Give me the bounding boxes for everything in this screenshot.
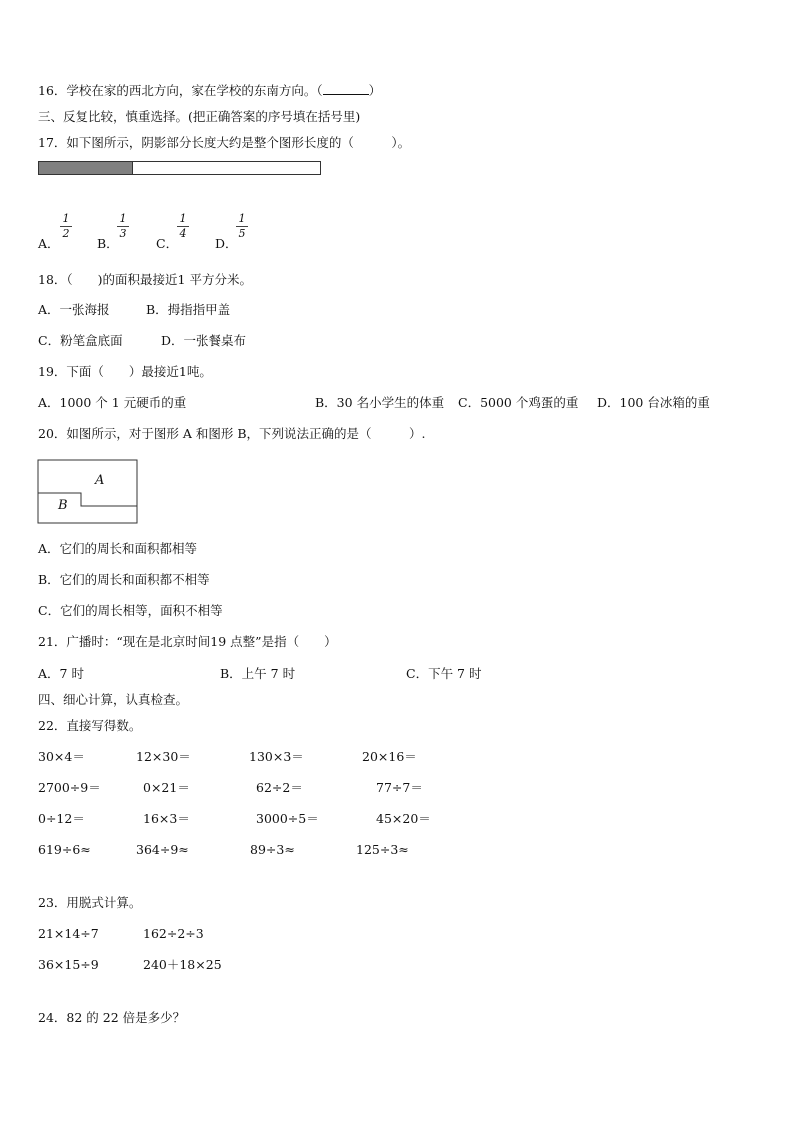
calc-item: 77÷7＝	[376, 780, 423, 795]
question-18: 18．（ )的面积最接近1 平方分米。	[38, 272, 252, 287]
calc-item: 21×14÷7	[38, 926, 99, 941]
calc-item: 2700÷9＝	[38, 780, 101, 795]
shape-b-label: B	[58, 498, 68, 513]
section-4-heading: 四、细心计算，认真检查。	[38, 692, 189, 707]
calc-item: 36×15÷9	[38, 957, 99, 972]
q19-option-d: D．100 台冰箱的重	[597, 395, 710, 410]
calc-item: 125÷3≈	[356, 842, 409, 857]
calc-item: 364÷9≈	[136, 842, 189, 857]
q17-option-a-label: A．	[38, 236, 60, 251]
q20-option-a: A．它们的周长和面积都相等	[38, 541, 198, 556]
q17-option-d-fraction: 1 5	[236, 213, 248, 240]
q19-option-a: A．1000 个 1 元硬币的重	[38, 395, 187, 410]
q21-option-a: A．7 时	[38, 666, 84, 681]
q20-option-c: C．它们的周长相等，面积不相等	[38, 603, 223, 618]
calc-item: 3000÷5＝	[256, 811, 319, 826]
question-20: 20．如图所示，对于图形 A 和图形 B，下列说法正确的是（ ）.	[38, 426, 426, 441]
q18-option-b: B．拇指指甲盖	[146, 302, 231, 317]
q20-option-b: B．它们的周长和面积都不相等	[38, 572, 210, 587]
calc-item: 20×16＝	[362, 749, 417, 764]
calc-item: 619÷6≈	[38, 842, 91, 857]
calc-item: 30×4＝	[38, 749, 85, 764]
calc-item: 0×21＝	[143, 780, 190, 795]
q18-option-c: C．粉笔盒底面	[38, 333, 123, 348]
question-17: 17．如下图所示，阴影部分长度大约是整个图形长度的（ ）。	[38, 135, 411, 150]
q21-option-b: B．上午 7 时	[220, 666, 296, 681]
calc-item: 0÷12＝	[38, 811, 85, 826]
q19-option-c: C．5000 个鸡蛋的重	[458, 395, 579, 410]
q17-option-a-fraction: 1 2	[60, 213, 72, 240]
shape-a-label: A	[95, 473, 105, 488]
calc-item: 12×30＝	[136, 749, 191, 764]
shaded-bar-figure	[38, 161, 321, 175]
calc-item: 16×3＝	[143, 811, 190, 826]
shaded-portion	[39, 162, 133, 174]
q18-option-a: A．一张海报	[38, 302, 110, 317]
calc-item: 240＋18×25	[143, 957, 222, 972]
question-19: 19．下面（ ）最接近1吨。	[38, 364, 212, 379]
question-21: 21．广播时：“现在是北京时间19 点整”是指（ ）	[38, 634, 337, 649]
q19-option-b: B．30 名小学生的体重	[315, 395, 445, 410]
q18-option-d: D．一张餐桌布	[161, 333, 247, 348]
calc-item: 130×3＝	[249, 749, 304, 764]
shapes-ab-figure	[37, 459, 139, 525]
calc-item: 89÷3≈	[250, 842, 295, 857]
calc-item: 62÷2＝	[256, 780, 303, 795]
question-22: 22．直接写得数。	[38, 718, 142, 733]
section-3-heading: 三、反复比较，慎重选择。(把正确答案的序号填在括号里)	[38, 109, 361, 124]
q17-option-b-fraction: 1 3	[117, 213, 129, 240]
question-23: 23．用脱式计算。	[38, 895, 142, 910]
question-16: 16．学校在家的西北方向，家在学校的东南方向。（ ）	[38, 83, 382, 98]
question-24: 24．82 的 22 倍是多少？	[38, 1010, 186, 1025]
calc-item: 162÷2÷3	[143, 926, 204, 941]
q21-option-c: C．下午 7 时	[406, 666, 482, 681]
answer-blank[interactable]	[323, 83, 369, 95]
q17-option-c-fraction: 1 4	[177, 213, 189, 240]
calc-item: 45×20＝	[376, 811, 431, 826]
q17-option-c-label: C．	[156, 236, 179, 251]
q17-option-b-label: B．	[97, 236, 119, 251]
q17-option-d-label: D．	[215, 236, 238, 251]
